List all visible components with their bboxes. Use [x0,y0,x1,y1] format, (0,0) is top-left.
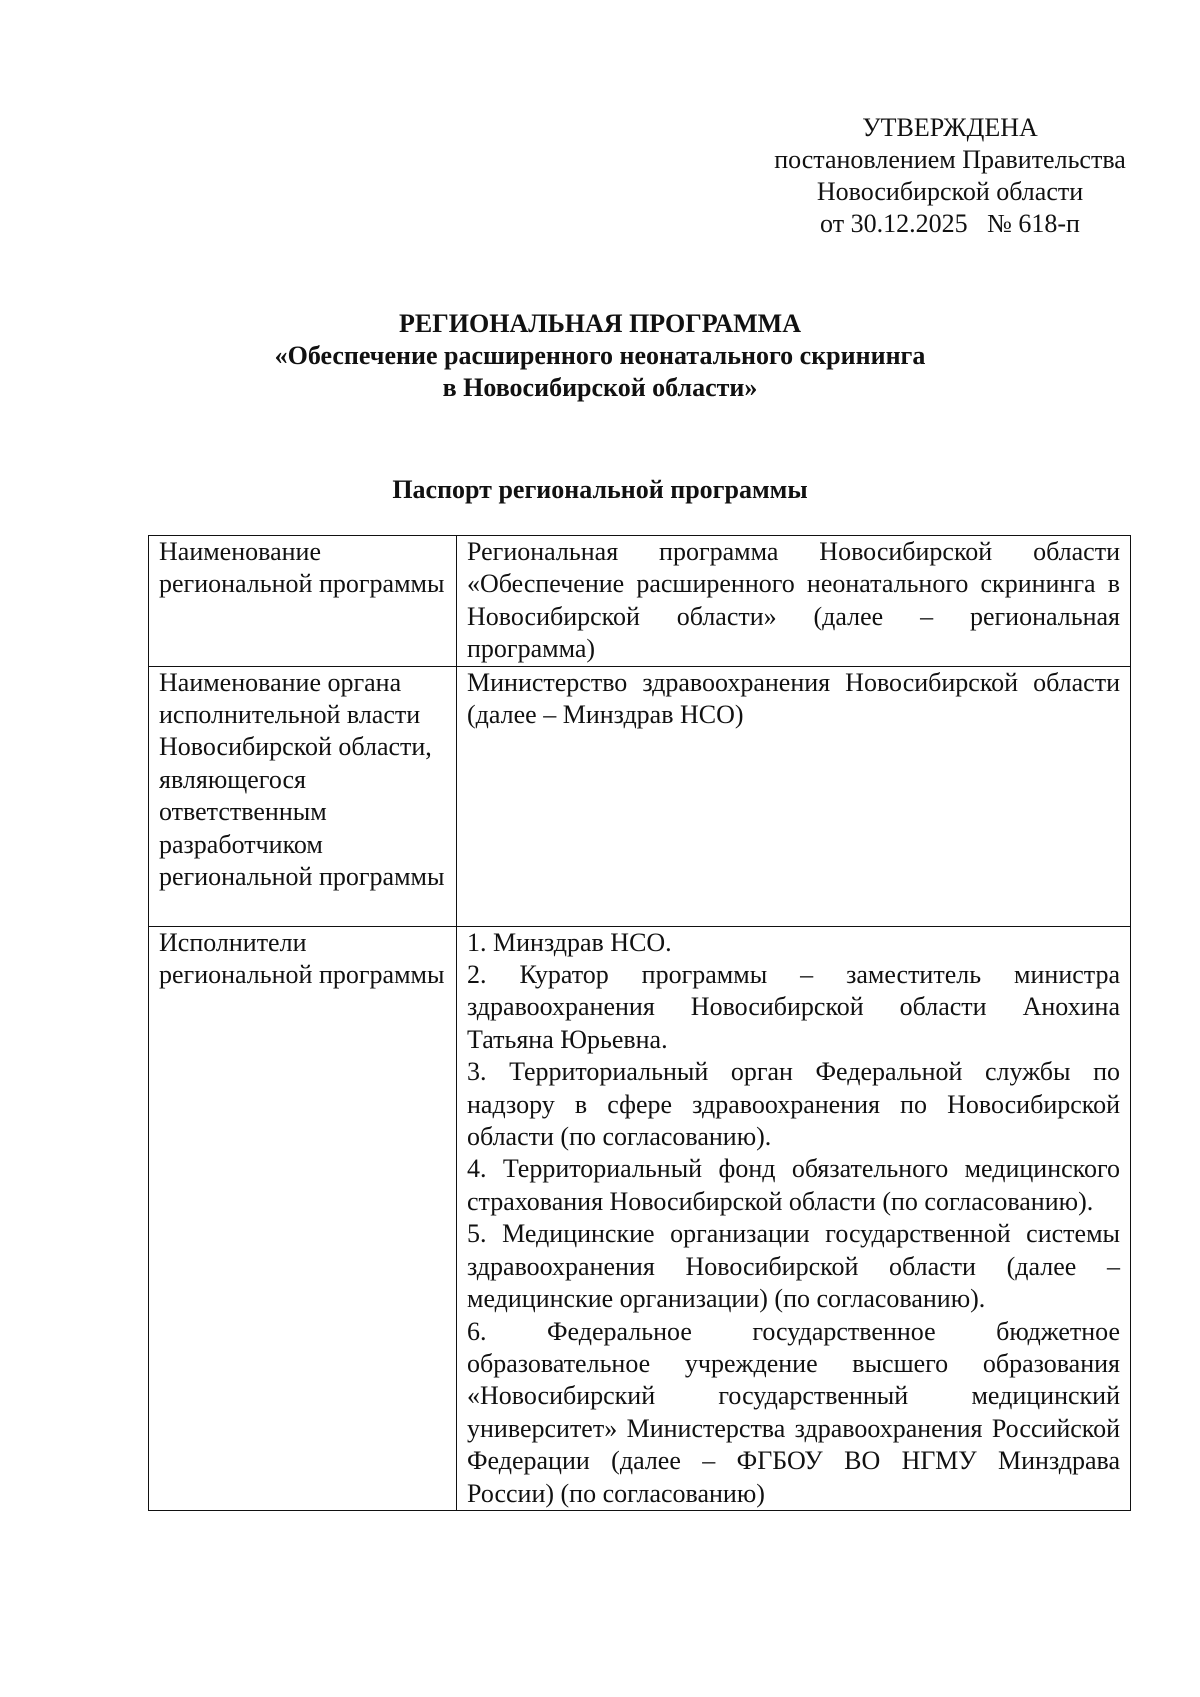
list-item: 4. Территориальный фонд обязательного медицинского страхования Новосибирской области (по согласованию). [467,1154,1120,1216]
title-line-1: РЕГИОНАЛЬНАЯ ПРОГРАММА [399,309,801,338]
row-value: Министерство здравоохранения Новосибирской области (далее – Минздрав НСО) [457,666,1131,926]
passport-heading: Паспорт региональной программы [392,475,808,504]
approval-stamp [700,112,1200,240]
title-line-3: в Новосибирской области» [442,373,758,402]
row-value-list [457,926,1131,1510]
approval-line-1: УТВЕРЖДЕНА [862,113,1038,142]
document-title [100,308,1100,404]
row-label [149,666,457,926]
table-row [149,666,1131,926]
row-label-text: Наименование органа исполнительной власти Новосибирской области, являющегося ответственным разработчиком региональной программы [159,667,445,892]
row-label: Наименование региональной программы [149,536,457,667]
row-label: Исполнители региональной программы [149,926,457,1510]
list-item: 1. Минздрав НСО. [467,927,672,957]
passport-table [148,535,1131,1511]
row-value: Региональная программа Новосибирской области «Обеспечение расширенного неонатального скрининга в Новосибирской области» (далее – региональная программа) [457,536,1131,667]
list-item: 6. Федеральное государственное бюджетное образовательное учреждение высшего образования «Новосибирский государственный медицинский университет» Министерства здравоохранения Российской Федерации (далее – ФГБОУ ВО НГМУ Минздрава России) (по согласованию) [467,1316,1120,1508]
list-item: 5. Медицинские организации государственной системы здравоохранения Новосибирской области (далее – медицинские организации) (по согласованию). [467,1219,1120,1314]
approval-line-4: от 30.12.2025 № 618-п [820,209,1080,238]
approval-line-3: Новосибирской области [816,177,1084,206]
table-row [149,926,1131,1510]
approval-line-2: постановлением Правительства [774,145,1126,174]
title-line-2: «Обеспечение расширенного неонатального скрининга [274,341,926,370]
list-item: 3. Территориальный орган Федеральной службы по надзору в сфере здравоохранения по Новосибирской области (по согласованию). [467,1057,1120,1152]
table-row [149,536,1131,667]
list-item: 2. Куратор программы – заместитель министра здравоохранения Новосибирской области Анохина Татьяна Юрьевна. [467,960,1120,1054]
